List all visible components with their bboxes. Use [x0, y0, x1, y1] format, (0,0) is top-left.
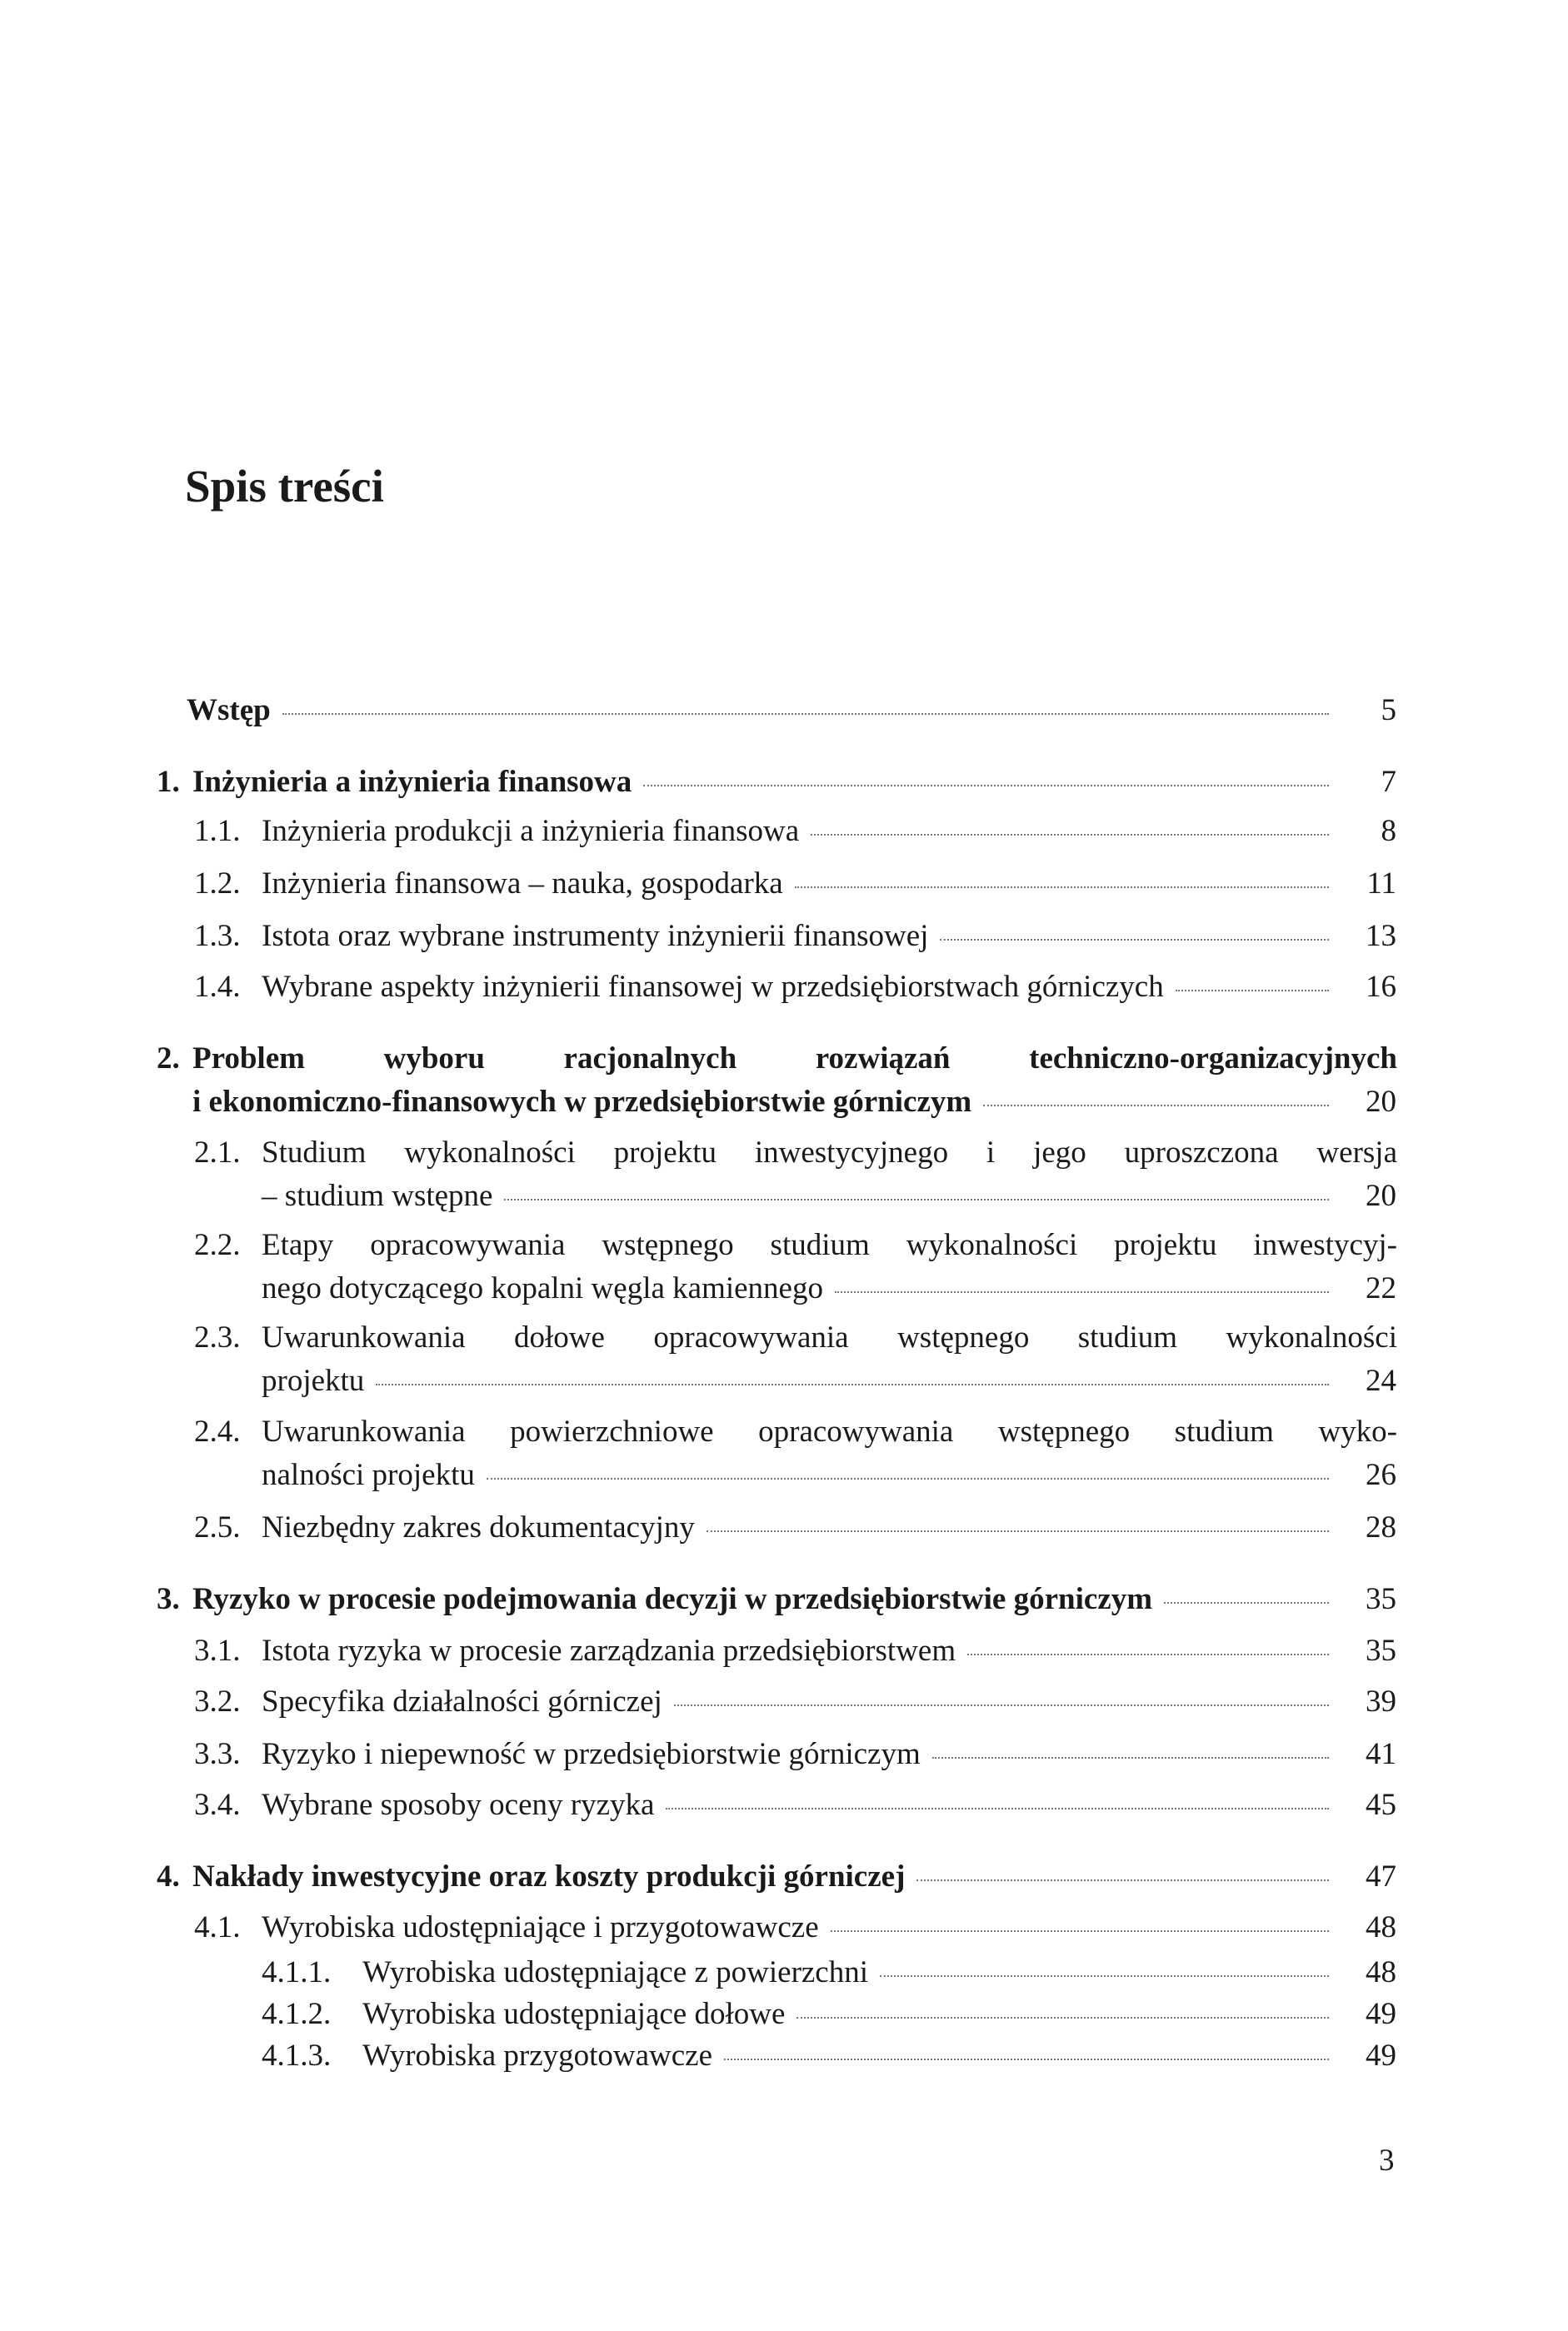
dot-leader — [932, 1757, 1329, 1759]
toc-entry-number: 3.3. — [194, 1737, 241, 1771]
toc-entry-title: Uwarunkowania powierzchniowe opracowywania wstępnego studium wyko- — [262, 1415, 1397, 1449]
toc-entry-page: 22 — [1366, 1271, 1396, 1305]
toc-entry[interactable] — [0, 966, 1568, 1008]
toc-entry[interactable] — [0, 1952, 1568, 1994]
toc-entry-page: 20 — [1366, 1179, 1396, 1213]
dot-leader — [880, 1975, 1329, 1977]
toc-entry[interactable] — [0, 1856, 1568, 1898]
toc-entry[interactable] — [0, 690, 1568, 731]
toc-entry[interactable] — [0, 1132, 1568, 1213]
dot-leader — [666, 1808, 1329, 1809]
dot-leader — [1164, 1602, 1329, 1604]
toc-entry-title: Studium wykonalności projektu inwestycyjnego i jego uproszczona wersja — [262, 1136, 1397, 1170]
page-title: Spis treści — [185, 461, 384, 512]
toc-entry[interactable] — [0, 761, 1568, 803]
toc-entry-page: 35 — [1366, 1634, 1396, 1668]
toc-entry[interactable] — [0, 863, 1568, 905]
toc-entry-page: 28 — [1366, 1510, 1396, 1545]
toc-entry-title: Ryzyko i niepewność w przedsiębiorstwie górniczym — [262, 1737, 921, 1771]
toc-entry-number: 3. — [157, 1582, 180, 1616]
dot-leader — [674, 1705, 1329, 1706]
dot-leader — [1176, 990, 1329, 991]
toc-entry[interactable] — [0, 1734, 1568, 1775]
toc-entry[interactable] — [0, 1630, 1568, 1672]
dot-leader — [940, 939, 1329, 941]
dot-leader — [724, 2059, 1329, 2060]
toc-entry-number: 4.1. — [194, 1910, 241, 1944]
toc-entry-page: 20 — [1366, 1085, 1396, 1119]
toc-entry-page: 7 — [1381, 765, 1396, 799]
toc-entry-page: 47 — [1366, 1859, 1396, 1894]
toc-entry-title: Inżynieria finansowa – nauka, gospodarka — [262, 866, 783, 901]
toc-entry-title: nalności projektu — [262, 1458, 475, 1492]
toc-entry[interactable] — [0, 1907, 1568, 1949]
dot-leader — [967, 1654, 1329, 1655]
toc-entry-page: 35 — [1366, 1582, 1396, 1616]
toc-entry-title: Wybrane sposoby oceny ryzyka — [262, 1788, 655, 1822]
toc-entry-number: 2. — [157, 1041, 180, 1076]
toc-entry[interactable] — [0, 1225, 1568, 1305]
toc-entry-title: Ryzyko w procesie podejmowania decyzji w przedsiębiorstwie górniczym — [192, 1582, 1153, 1616]
toc-entry-title: – studium wstępne — [262, 1179, 493, 1213]
toc-entry-number: 2.1. — [194, 1136, 241, 1170]
dot-leader — [504, 1199, 1329, 1200]
toc-entry-title: nego dotyczącego kopalni węgla kamiennego — [262, 1271, 823, 1305]
toc-entry-number: 2.3. — [194, 1320, 241, 1355]
dot-leader — [643, 785, 1329, 786]
toc-entry-page: 11 — [1366, 866, 1396, 901]
dot-leader — [835, 1291, 1329, 1293]
toc-entry[interactable] — [0, 916, 1568, 957]
toc-entry-page: 48 — [1366, 1910, 1396, 1944]
toc-entry-number: 3.2. — [194, 1685, 241, 1719]
toc-entry[interactable] — [0, 1784, 1568, 1826]
toc-entry-number: 1.2. — [194, 866, 241, 901]
toc-entry-title: Wyrobiska udostępniające dołowe — [362, 1997, 786, 2031]
toc-entry-title: Uwarunkowania dołowe opracowywania wstępnego studium wykonalności — [262, 1320, 1397, 1355]
toc-entry-title: Problem wyboru racjonalnych rozwiązań techniczno-organizacyjnych — [192, 1041, 1397, 1076]
page-number: 3 — [1379, 2144, 1395, 2178]
toc-entry-title: i ekonomiczno-finansowych w przedsiębiorstwie górniczym — [192, 1085, 972, 1119]
dot-leader — [831, 1930, 1329, 1932]
toc-entry-title: Istota ryzyka w procesie zarządzania przedsiębiorstwem — [262, 1634, 956, 1668]
toc-entry-number: 1.3. — [194, 919, 241, 953]
toc-entry-page: 41 — [1366, 1737, 1396, 1771]
dot-leader — [983, 1105, 1329, 1106]
toc-entry-page: 16 — [1366, 970, 1396, 1004]
toc-entry-title: Wyrobiska przygotowawcze — [362, 2039, 713, 2073]
toc-entry-number: 4.1.3. — [262, 2039, 332, 2073]
toc-entry[interactable] — [0, 811, 1568, 852]
toc-entry[interactable] — [0, 1994, 1568, 2035]
toc-entry-title: Specyfika działalności górniczej — [262, 1685, 662, 1719]
toc-entry-page: 5 — [1381, 693, 1396, 727]
toc-entry-page: 13 — [1366, 919, 1396, 953]
toc-entry-title: Istota oraz wybrane instrumenty inżynierii finansowej — [262, 919, 929, 953]
toc-entry-page: 26 — [1366, 1458, 1396, 1492]
toc-entry-number: 2.4. — [194, 1415, 241, 1449]
toc-entry-page: 45 — [1366, 1788, 1396, 1822]
toc-entry-number: 4.1.2. — [262, 1997, 332, 2031]
toc-entry-title: Wyrobiska udostępniające z powierzchni — [362, 1955, 869, 1989]
toc-entry-number: 2.5. — [194, 1510, 241, 1545]
toc-entry[interactable] — [0, 1411, 1568, 1492]
dot-leader — [811, 834, 1329, 836]
dot-leader — [916, 1879, 1329, 1881]
toc-entry-page: 24 — [1366, 1364, 1396, 1398]
toc-entry-title: Niezbędny zakres dokumentacyjny — [262, 1510, 695, 1545]
toc-entry-number: 1.1. — [194, 814, 241, 848]
toc-entry-number: 1.4. — [194, 970, 241, 1004]
toc-entry-title: Wstęp — [187, 693, 271, 727]
toc-entry-page: 49 — [1366, 1997, 1396, 2031]
toc-entry-title: Wyrobiska udostępniające i przygotowawcze — [262, 1910, 819, 1944]
toc-entry-page: 48 — [1366, 1955, 1396, 1989]
toc-entry[interactable] — [0, 1038, 1568, 1119]
dot-leader — [796, 2017, 1329, 2019]
toc-entry[interactable] — [0, 1507, 1568, 1549]
toc-entry-number: 3.4. — [194, 1788, 241, 1822]
toc-entry-title: Inżynieria produkcji a inżynieria finansowa — [262, 814, 800, 848]
toc-entry-title: Inżynieria a inżynieria finansowa — [192, 765, 632, 799]
dot-leader — [795, 886, 1329, 888]
toc-entry-page: 39 — [1366, 1685, 1396, 1719]
toc-entry-page: 8 — [1381, 814, 1396, 848]
dot-leader — [487, 1478, 1329, 1480]
toc-entry[interactable] — [0, 1317, 1568, 1398]
toc-entry-title: projektu — [262, 1364, 365, 1398]
toc-entry-page: 49 — [1366, 2039, 1396, 2073]
toc-entry-title: Wybrane aspekty inżynierii finansowej w przedsiębiorstwach górniczych — [262, 970, 1164, 1004]
toc-entry[interactable] — [0, 2035, 1568, 2077]
toc-entry-number: 3.1. — [194, 1634, 241, 1668]
toc-entry-number: 2.2. — [194, 1228, 241, 1262]
toc-entry[interactable] — [0, 1681, 1568, 1723]
toc-entry-number: 1. — [157, 765, 180, 799]
toc-entry-number: 4.1.1. — [262, 1955, 332, 1989]
dot-leader — [282, 713, 1329, 715]
toc-entry-number: 4. — [157, 1859, 180, 1894]
dot-leader — [376, 1384, 1329, 1385]
toc-entry-title: Nakłady inwestycyjne oraz koszty produkcji górniczej — [192, 1859, 906, 1894]
dot-leader — [707, 1530, 1329, 1532]
toc-entry[interactable] — [0, 1579, 1568, 1620]
toc-entry-title: Etapy opracowywania wstępnego studium wykonalności projektu inwestycyj- — [262, 1228, 1397, 1262]
